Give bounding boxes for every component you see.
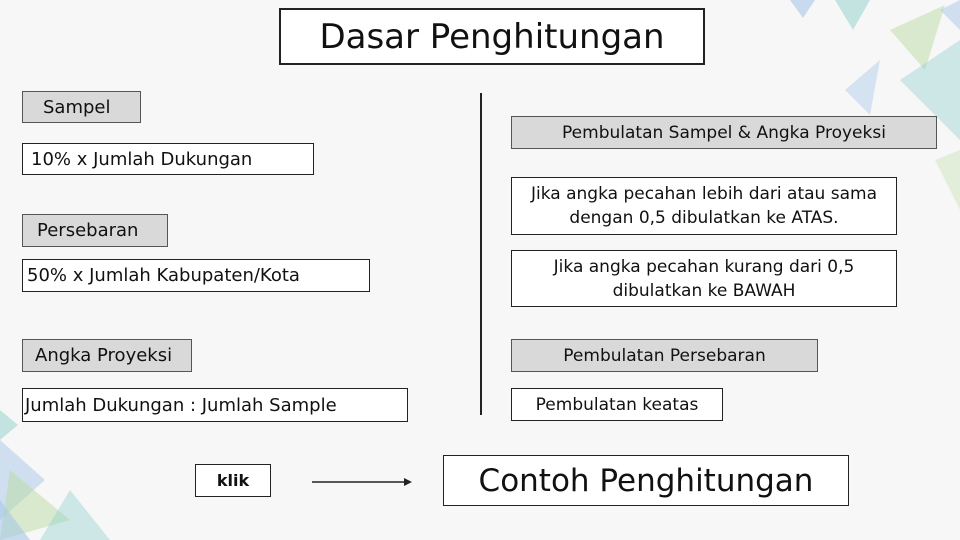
- angka-proyeksi-label: Angka Proyeksi: [22, 339, 192, 372]
- page-title: Dasar Penghitungan: [279, 8, 705, 65]
- contoh-penghitungan-link[interactable]: Contoh Penghitungan: [443, 455, 849, 506]
- column-divider: [480, 93, 482, 415]
- pembulatan-persebaran-label: Pembulatan Persebaran: [511, 339, 818, 372]
- sampel-label: Sampel: [22, 91, 141, 123]
- klik-button[interactable]: klik: [195, 464, 271, 497]
- rule-round-up: Jika angka pecahan lebih dari atau sama dengan 0,5 dibulatkan ke ATAS.: [511, 177, 897, 235]
- pembulatan-sampel-label: Pembulatan Sampel & Angka Proyeksi: [511, 116, 937, 149]
- persebaran-formula: 50% x Jumlah Kabupaten/Kota: [22, 259, 370, 292]
- angka-proyeksi-formula: Jumlah Dukungan : Jumlah Sample: [22, 388, 408, 422]
- persebaran-label: Persebaran: [22, 214, 168, 247]
- arrow-right-icon: [312, 475, 412, 489]
- sampel-formula: 10% x Jumlah Dukungan: [22, 143, 314, 175]
- rule-round-down: Jika angka pecahan kurang dari 0,5 dibulatkan ke BAWAH: [511, 250, 897, 307]
- pembulatan-keatas-text: Pembulatan keatas: [511, 388, 723, 421]
